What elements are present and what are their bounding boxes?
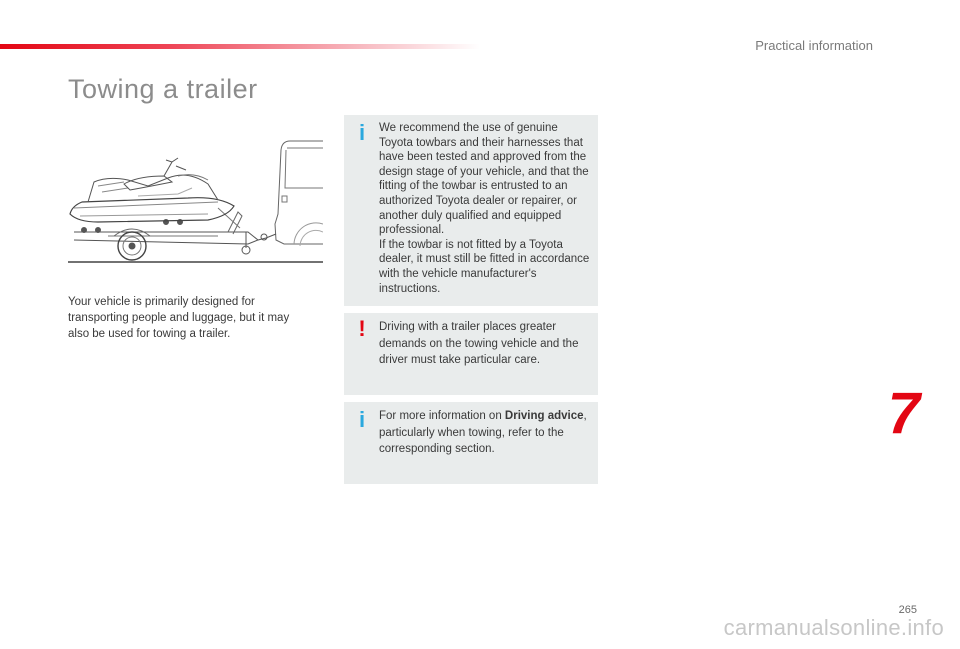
note-text-before: For more information on — [379, 410, 505, 422]
note-paragraph: We recommend the use of genuine Toyota towbars and their harnesses that have been tested and approved from the design stage of your vehicle, and that the fitting of the towbar is entrusted to an authorized Toyota dealer or repairer, or another duly qualified and equipped professional. — [379, 122, 589, 237]
watermark: carmanualsonline.info — [723, 615, 944, 640]
page-title: Towing a trailer — [68, 74, 258, 104]
header-red-rule — [0, 44, 480, 49]
warning-note-driving — [344, 313, 598, 395]
intro-paragraph: Your vehicle is primarily designed for transporting people and luggage, but it may also be used for towing a trailer. — [68, 296, 290, 340]
note-text — [379, 121, 592, 296]
trailer-illustration — [68, 136, 323, 266]
info-note-towbar — [344, 115, 598, 306]
warning-icon: ! — [358, 316, 366, 341]
note-text-after: , particularly when towing, refer to the corresponding section. — [379, 410, 587, 455]
note-text: Driving with a trailer places greater demands on the towing vehicle and the driver must take particular care. — [379, 321, 579, 366]
info-note-driving-advice — [344, 402, 598, 484]
note-text — [379, 408, 592, 458]
chapter-number: 7 — [887, 381, 920, 446]
section-title: Practical information — [755, 38, 873, 53]
info-icon: i — [358, 120, 366, 145]
page-number: 265 — [898, 604, 917, 616]
driving-advice-reference: Driving advice — [504, 410, 584, 422]
info-icon: i — [358, 407, 366, 432]
note-paragraph: If the towbar is not fitted by a Toyota dealer, it must still be fitted in accordance with the vehicle manufacturer's instructions. — [379, 238, 590, 295]
